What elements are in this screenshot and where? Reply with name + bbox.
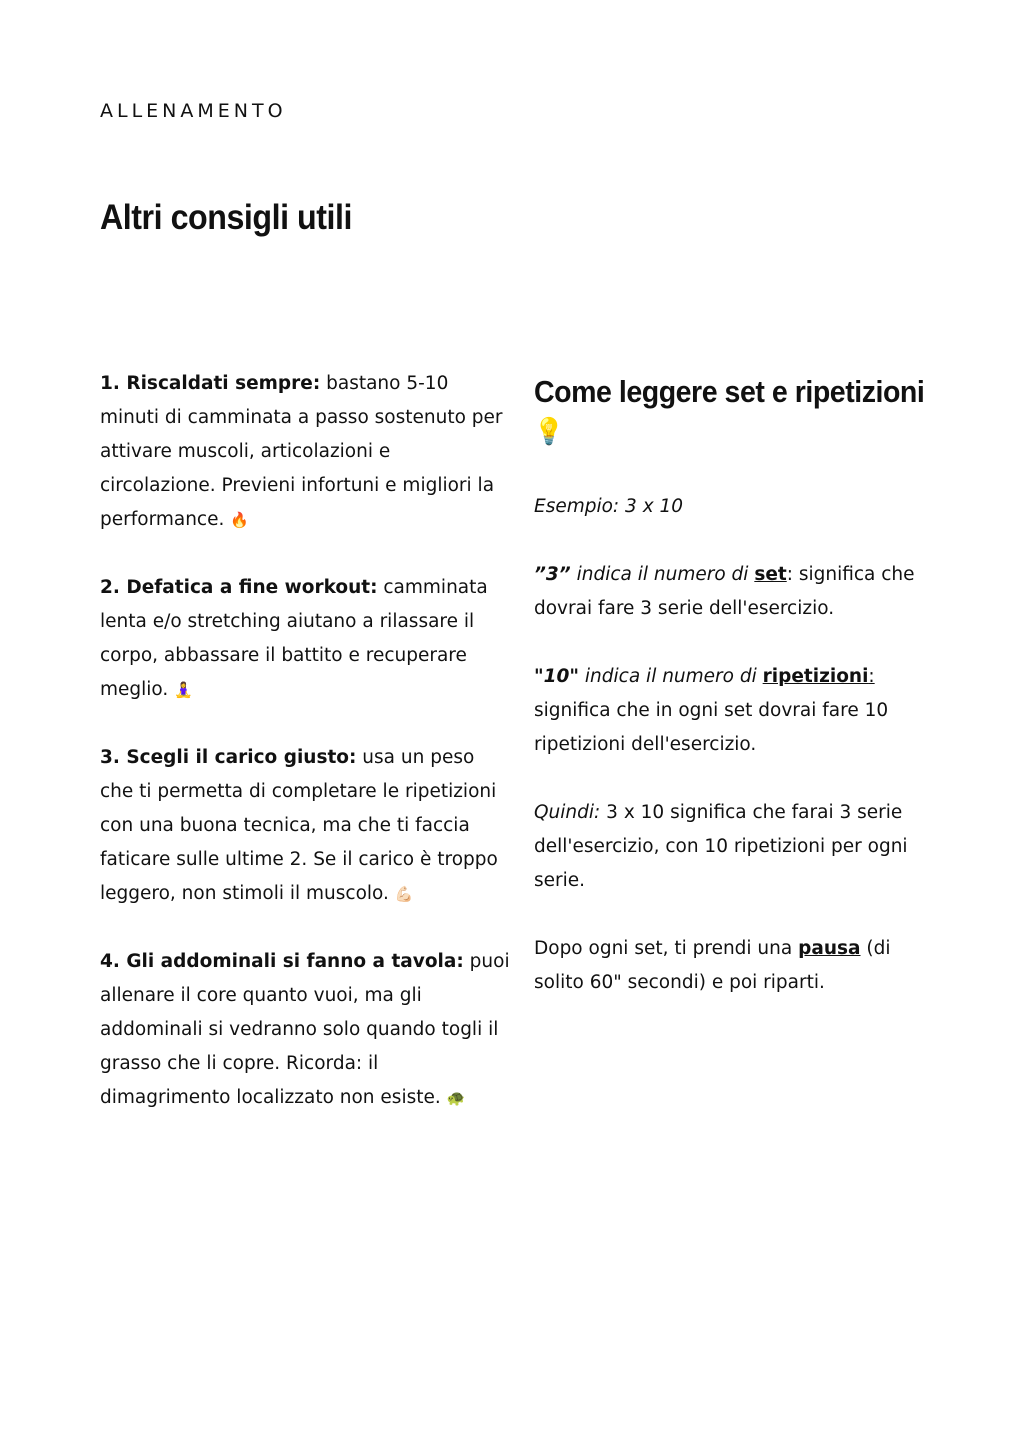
sets-rest: : significa che dovrai fare 3 serie dell'esercizio. xyxy=(534,564,915,619)
tip-item xyxy=(100,945,510,1115)
sets-reps-box xyxy=(534,367,929,1034)
tips-column xyxy=(100,367,510,1149)
reps-term: ripetizioni xyxy=(762,666,869,687)
tip-item xyxy=(100,367,510,537)
tip-text: usa un peso che ti permetta di completare le ripetizioni con una buona tecnica, ma che ti faccia faticare sulle ultime 2. Se il carico è troppo leggero, non stimoli il muscolo. xyxy=(100,747,498,904)
woman-meditating-icon: 🧘‍♀️ xyxy=(174,680,193,699)
reps-intro: indica il numero di xyxy=(579,666,763,687)
sets-explanation xyxy=(534,558,929,626)
tip-title: 3. Scegli il carico giusto: xyxy=(100,747,357,768)
tip-title: 1. Riscaldati sempre: xyxy=(100,373,321,394)
reps-number: "10" xyxy=(534,666,580,687)
reps-rest: significa che in ogni set dovrai fare 10 ripetizioni dell'esercizio. xyxy=(534,700,889,755)
example-line xyxy=(534,490,929,524)
page-title: Altri consigli utili xyxy=(100,198,352,237)
sets-term: set xyxy=(754,564,787,585)
tip-item xyxy=(100,571,510,707)
pause-start: Dopo ogni set, ti prendi una xyxy=(534,938,799,959)
pause-rest: (di solito 60" secondi) e poi riparti. xyxy=(534,938,891,993)
tip-text: camminata lenta e/o stretching aiutano a rilassare il corpo, abbassare il battito e recuperare meglio. xyxy=(100,577,488,700)
flexed-biceps-icon: 💪🏻 xyxy=(394,884,414,903)
reps-explanation xyxy=(534,660,929,762)
section-kicker: ALLENAMENTO xyxy=(100,100,287,122)
sets-intro: indica il numero di xyxy=(570,564,755,585)
tip-item xyxy=(100,741,510,911)
box-title xyxy=(534,373,930,450)
tip-text: bastano 5-10 minuti di camminata a passo sostenuto per attivare muscoli, articolazioni e circolazione. Previeni infortuni e migliori la performance. xyxy=(100,373,503,530)
turtle-icon: 🐢 xyxy=(446,1088,466,1107)
tip-text: puoi allenare il core quanto vuoi, ma gli addominali si vedranno solo quando togli il grasso che li copre. Ricorda: il dimagrimento localizzato non esiste. xyxy=(100,951,510,1108)
tip-title: 4. Gli addominali si fanno a tavola: xyxy=(100,951,464,972)
lightbulb-icon: 💡 xyxy=(534,416,564,446)
summary-rest: 3 x 10 significa che farai 3 serie dell'esercizio, con 10 ripetizioni per ogni serie. xyxy=(534,802,908,891)
box-title-text: Come leggere set e ripetizioni xyxy=(534,374,925,409)
example-text: Esempio: 3 x 10 xyxy=(534,496,684,517)
fire-icon: 🔥 xyxy=(230,510,249,529)
reps-colon: : xyxy=(868,666,875,687)
summary-explanation xyxy=(534,796,929,898)
tip-title: 2. Defatica a fine workout: xyxy=(100,577,378,598)
pause-explanation xyxy=(534,932,929,1000)
summary-lead: Quindi: xyxy=(534,802,601,823)
pause-term: pausa xyxy=(798,938,861,959)
sets-number: ”3” xyxy=(534,564,571,585)
